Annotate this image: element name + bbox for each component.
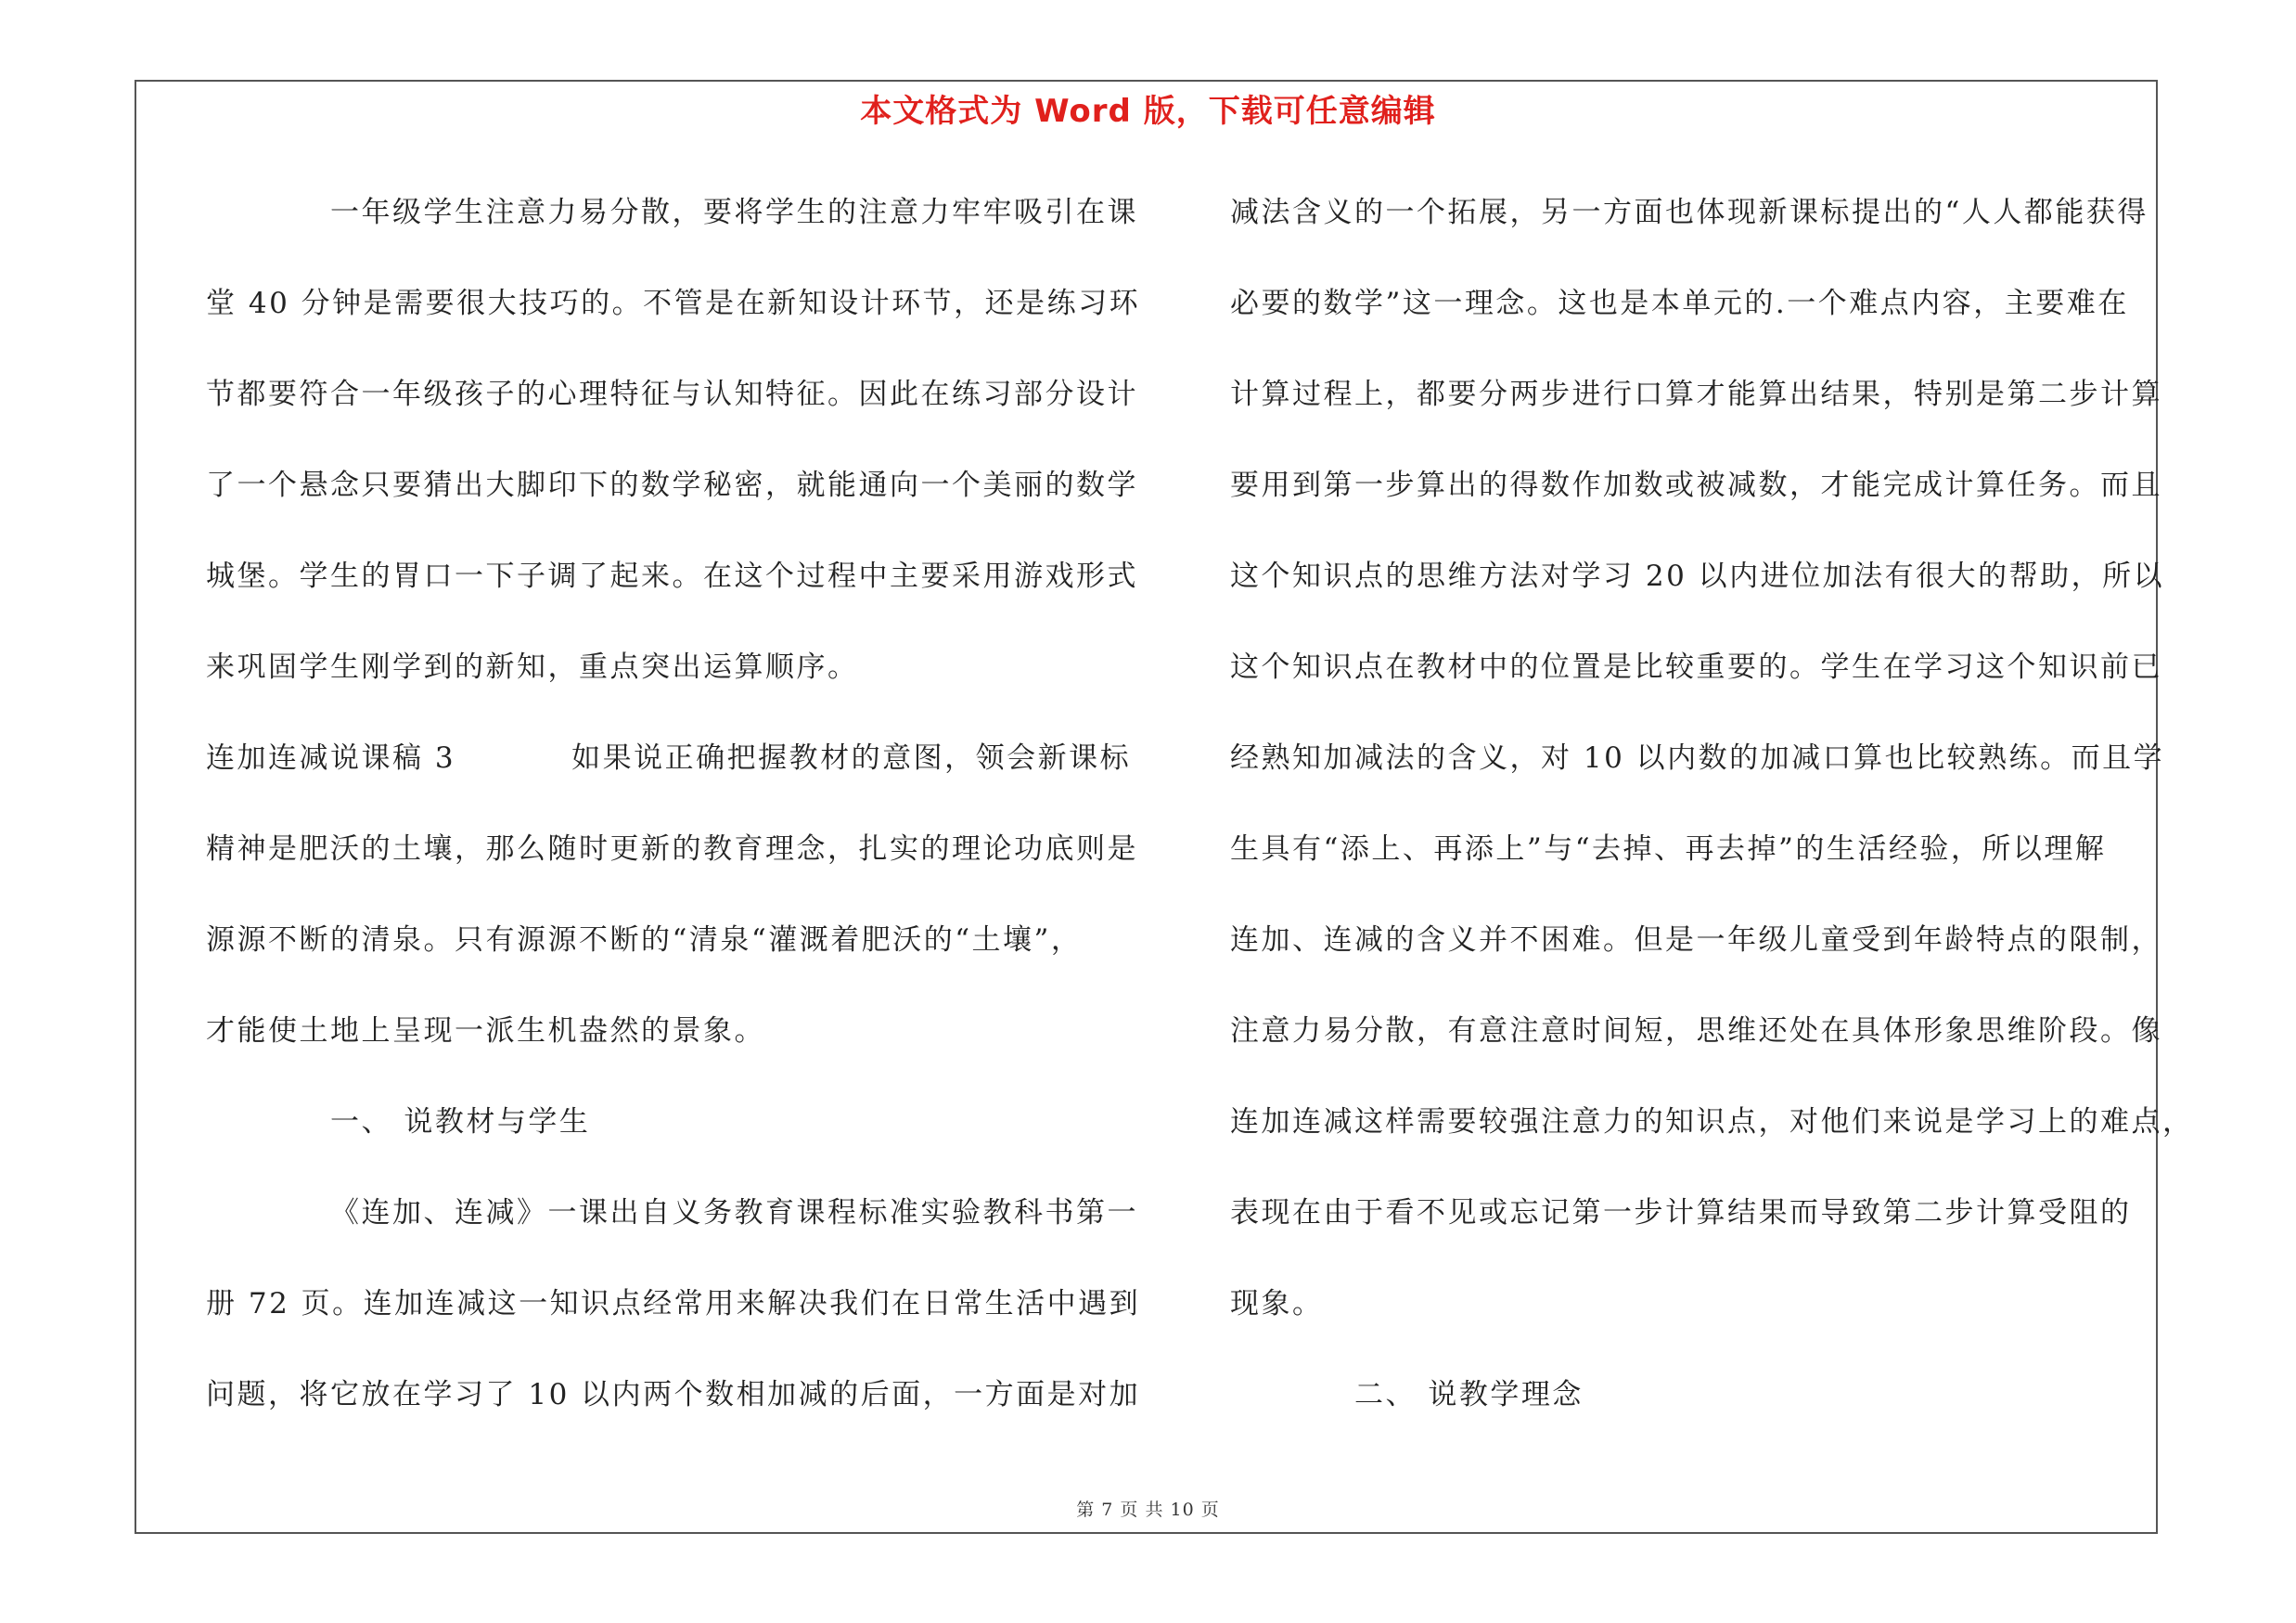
paragraph-line: 精神是肥沃的土壤，那么随时更新的教育理念，扎实的理论功底则是	[206, 832, 1138, 866]
section-title: 连加连减说课稿 3	[206, 741, 456, 775]
header-banner: 本文格式为 Word 版，下载可任意编辑	[860, 93, 1436, 130]
paragraph-line: 减法含义的一个拓展，另一方面也体现新课标提出的“人人都能获得	[1230, 196, 2148, 229]
section-heading: 二、 说教学理念	[1354, 1378, 1584, 1411]
paragraph-line: 《连加、连减》一课出自义务教育课程标准实验教科书第一	[330, 1196, 1138, 1230]
paragraph-line: 这个知识点的思维方法对学习 20 以内进位加法有很大的帮助，所以	[1230, 560, 2165, 593]
paragraph-line: 经熟知加减法的含义，对 10 以内数的加减口算也比较熟练。而且学	[1230, 741, 2165, 775]
paragraph-line: 节都要符合一年级孩子的心理特征与认知特征。因此在练习部分设计	[206, 378, 1138, 411]
paragraph-line: 问题，将它放在学习了 10 以内两个数相加减的后面，一方面是对加	[206, 1378, 1141, 1411]
paragraph-line: 这个知识点在教材中的位置是比较重要的。学生在学习这个知识前已	[1230, 650, 2162, 684]
paragraph-line: 才能使土地上呈现一派生机盎然的景象。	[206, 1014, 765, 1048]
paragraph-line: 连加连减这样需要较强注意力的知识点，对他们来说是学习上的难点，	[1230, 1105, 2194, 1139]
left-column	[206, 185, 1141, 1458]
paragraph-line: 了一个悬念只要猜出大脚印下的数学秘密，就能通向一个美丽的数学	[206, 469, 1138, 502]
paragraph-line: 现象。	[1230, 1287, 1324, 1320]
paragraph-line: 一年级学生注意力易分散，要将学生的注意力牢牢吸引在课	[330, 196, 1138, 229]
paragraph-line	[206, 730, 1134, 821]
section-heading: 一、 说教材与学生	[330, 1105, 591, 1139]
paragraph-line: 必要的数学”这一理念。这也是本单元的.一个难点内容，主要难在	[1230, 287, 2129, 320]
paragraph-text: 如果说正确把握教材的意图，领会新课标	[571, 741, 1132, 775]
paragraph-line: 来巩固学生刚学到的新知，重点突出运算顺序。	[206, 650, 859, 684]
paragraph-line: 计算过程上，都要分两步进行口算才能算出结果，特别是第二步计算	[1230, 378, 2162, 411]
paragraph-line: 注意力易分散，有意注意时间短，思维还处在具体形象思维阶段。像	[1230, 1014, 2162, 1048]
page-number-footer: 第 7 页 共 10 页	[1076, 1500, 1220, 1520]
paragraph-line: 册 72 页。连加连减这一知识点经常用来解决我们在日常生活中遇到	[206, 1287, 1141, 1320]
paragraph-line: 生具有“添上、再添上”与“去掉、再去掉”的生活经验，所以理解	[1230, 832, 2107, 866]
right-column	[1230, 185, 2194, 1458]
paragraph-line: 要用到第一步算出的得数作加数或被减数，才能完成计算任务。而且	[1230, 469, 2162, 502]
paragraph-line: 城堡。学生的胃口一下子调了起来。在这个过程中主要采用游戏形式	[206, 560, 1138, 593]
paragraph-line: 堂 40 分钟是需要很大技巧的。不管是在新知设计环节，还是练习环	[206, 287, 1141, 320]
paragraph-line: 源源不断的清泉。只有源源不断的“清泉“灌溉着肥沃的“土壤”，	[206, 923, 1083, 957]
paragraph-line: 表现在由于看不见或忘记第一步计算结果而导致第二步计算受阻的	[1230, 1196, 2132, 1230]
paragraph-line: 连加、连减的含义并不困难。但是一年级儿童受到年龄特点的限制，	[1230, 923, 2162, 957]
